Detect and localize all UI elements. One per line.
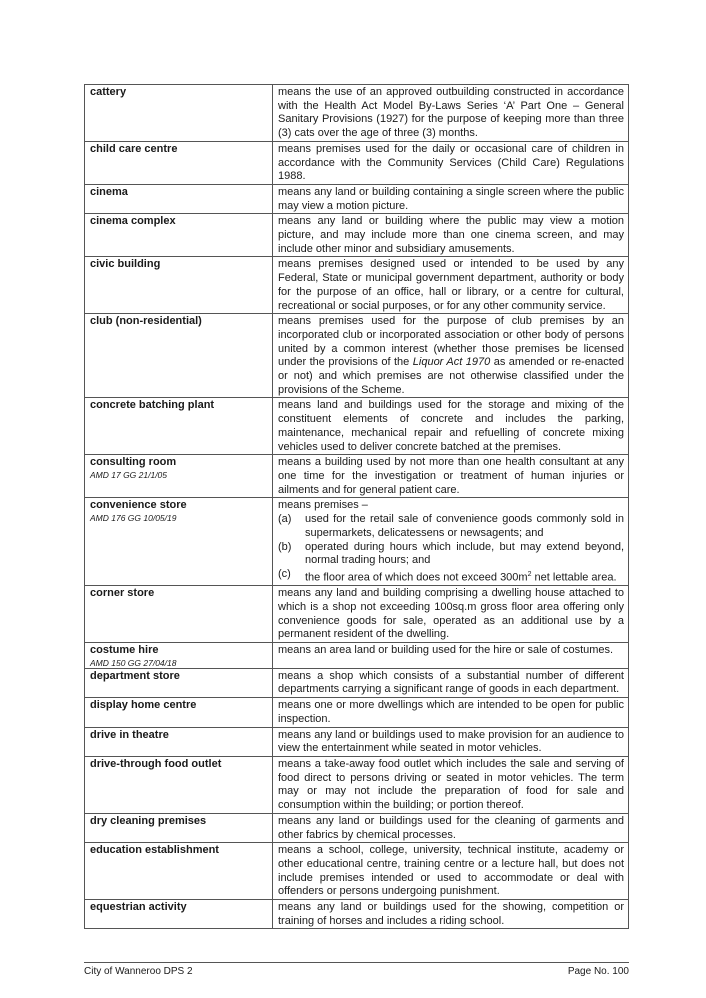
definition-row [85,757,629,814]
term-definition [273,314,629,398]
term-name: civic building [90,258,161,271]
term-definition: means any land or building where the public may view a motion picture, and may include more than one cinema screen, and may include other minor and subsidiary amusements. [273,214,629,257]
definition-row [85,643,629,669]
term-name: drive in theatre [90,728,169,741]
item-text [305,568,624,585]
definition-row [85,843,629,900]
term-definition: means a building used by not more than one health consultant at any one time for the investigation or treatment of human injuries or ailments and for general patient care. [273,455,629,498]
superscript: 2 [527,570,532,578]
term-name: costume hire [90,644,159,657]
amendment-note: AMD 17 GG 21/1/05 [90,469,168,480]
term-name: drive-through food outlet [90,758,222,770]
definition-row [85,184,629,213]
term-definition: means one or more dwellings which are intended to be open for public inspection. [273,698,629,727]
definition-row [85,668,629,697]
definition-row [85,257,629,314]
term-name: cattery [90,86,127,98]
item-label: (b) [278,540,292,553]
definition-row [85,398,629,455]
term-definition: means a school, college, university, technical institute, academy or other educational centre, training centre or a lecture hall, but does not include premises intended or used to accommodate or deal with offenders or persons undergoing punishment. [273,843,629,900]
term-definition: means any land and building comprising a dwelling house attached to which is a shop not exceeding 100sq.m gross floor area offering only convenience goods for sale, operated as an additional use by a permanent resident of the dwelling. [273,586,629,643]
term-definition: means a take-away food outlet which includes the sale and serving of food direct to persons driving or seated in motor vehicles. The term may or may not include the preparation of food for sale and consumption within the building; or portion thereof. [273,757,629,814]
definition-row [85,813,629,842]
definition-row [85,698,629,727]
act-title: Liquor Act 1970 [412,356,491,369]
term-definition: means premises designed used or intended to be used by any Federal, State or municipal government department, authority or body for the purpose of an office, hall or library, or a centre for cultural, recreational or social purposes, or for any other community service. [273,257,629,314]
term-definition: means premises used for the daily or occasional care of children in accordance with the Community Services (Child Care) Regulations 1988. [273,141,629,184]
item-text-part: the floor area of which does not exceed 300m [305,571,528,584]
item-text: used for the retail sale of convenience goods commonly sold in supermarkets, delicatessens or newsagents; and [305,513,624,539]
list-item [278,541,624,568]
term-definition: means any land or buildings used for the cleaning of garments and other fabrics by chemical processes. [273,813,629,842]
term-name: dry cleaning premises [90,814,207,827]
term-definition [273,498,629,586]
term-name: consulting room [90,456,177,469]
definition-text: as amended or re-enacted or not) and which premises are not otherwise classified under the provisions of the Scheme. [278,356,624,396]
definition-row [85,314,629,398]
term-name: display home centre [90,699,197,712]
term-name: department store [90,669,180,682]
term-definition: means any land or buildings used for the showing, competition or training of horses and includes a riding school. [273,900,629,929]
term-name: cinema complex [90,215,176,228]
definitions-table [84,84,629,929]
list-item [278,568,624,585]
definition-row [85,455,629,498]
term-name: equestrian activity [90,901,187,914]
definition-row [85,498,629,586]
item-label: (a) [278,513,292,526]
term-definition: means a shop which consists of a substantial number of different departments carrying a significant range of goods in each department. [273,668,629,697]
term-definition: means any land or building containing a single screen where the public may view a motion picture. [273,184,629,213]
footer-document-title: City of Wanneroo DPS 2 [84,966,193,977]
list-item [278,513,624,540]
definition-row [85,586,629,643]
definition-row [85,214,629,257]
definition-row [85,727,629,756]
term-name: corner store [90,587,155,600]
amendment-note: AMD 150 GG 27/04/18 [90,657,177,668]
term-name: education establishment [90,844,219,857]
term-name: cinema [90,185,128,198]
term-name: convenience store [90,499,187,512]
footer-page-number: Page No. 100 [567,966,629,977]
item-label: (c) [278,567,291,580]
definition-row [85,85,629,142]
term-definition: means the use of an approved outbuilding constructed in accordance with the Health Act Model By-Laws Series ‘A’ Part One – General Sanitary Provisions (1927) for the purpose of keeping more than three (3) cats over the age of three (3) months. [273,85,629,142]
term-definition: means an area land or building used for the hire or sale of costumes. [273,643,629,669]
term-name: club (non-residential) [90,315,202,328]
item-text: operated during hours which include, but may extend beyond, normal trading hours; and [305,540,624,567]
amendment-note: AMD 176 GG 10/05/19 [90,513,177,524]
term-name: child care centre [90,142,178,155]
definition-intro: means premises – [278,499,368,512]
term-name: concrete batching plant [90,399,215,412]
item-text-part: net lettable area. [531,571,617,584]
footer-divider [84,962,629,963]
definition-text: means premises used for the purpose of club premises by an incorporated club or incorporated association or other body of persons united by a common interest (whether those premises be licensed under the provisions of the [278,315,624,369]
definition-row [85,900,629,929]
term-definition: means land and buildings used for the storage and mixing of the constituent elements of concrete and includes the parking, maintenance, mechanical repair and refuelling of concrete mixing vehicles used to deliver concrete batched at the premises. [273,398,629,455]
term-definition: means any land or buildings used to make provision for an audience to view the entertainment while seated in motor vehicles. [273,727,629,756]
definition-row [85,141,629,184]
